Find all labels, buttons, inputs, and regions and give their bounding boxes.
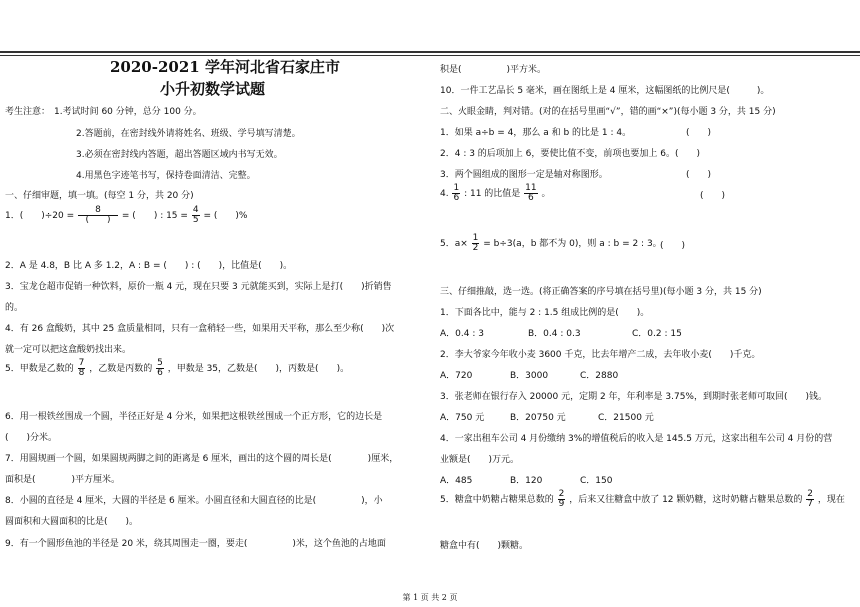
s1-question-6-line1: 6．用一根铁丝围成一个圆，半径正好是 4 分米，如果把这根铁丝围成一个正方形，它的边长是 — [5, 412, 383, 422]
s3-q1-option-c: C．0.2 : 15 — [632, 329, 682, 339]
s3-question-2: 2．李大爷家今年收小麦 3600 千克，比去年增产二成，去年收小麦( )千克。 — [440, 350, 761, 360]
s3-question-5 — [440, 490, 845, 509]
s2-q3-answer-blank: ( ) — [686, 170, 712, 180]
s2-q5-fraction — [472, 234, 480, 253]
s3-q2-option-a: A．720 — [440, 371, 473, 381]
s1-q5-part-a: 5．甲数是乙数的 — [5, 364, 74, 374]
s1-question-5 — [5, 359, 349, 378]
s3-question-3: 3．张老师在银行存入 20000 元，定期 2 年，年利率是 3.75%，到期时张老师可取回( )钱。 — [440, 392, 828, 402]
s2-q4-answer-blank: ( ) — [700, 191, 726, 201]
fraction-denominator: 7 — [807, 499, 814, 509]
notice-item-1: 1.考试时间 60 分钟，总分 100 分。 — [54, 107, 202, 117]
top-rule-thin — [0, 55, 860, 56]
fraction-numerator: 5 — [157, 358, 163, 368]
notice-item-3: 3.必须在密封线内答题，超出答题区域内书写无效。 — [76, 150, 283, 160]
s1-q5-part-b: ，乙数是丙数的 — [89, 364, 153, 374]
fraction-numerator: 4 — [192, 205, 199, 215]
s1-question-3-line2: 的。 — [5, 303, 24, 313]
s3-question-4-line2: 业额是( )万元。 — [440, 455, 520, 465]
s3-q4-option-c: C．150 — [580, 476, 613, 486]
s1-question-8-line1: 8．小圆的直径是 4 厘米，大圆的半径是 6 厘米。小圆直径和大圆直径的比是( )，小 — [5, 496, 383, 506]
fraction-numerator: 8 — [78, 206, 118, 216]
s2-q1-answer-blank: ( ) — [686, 128, 712, 138]
notice-label: 考生注意： — [5, 107, 51, 117]
s3-q1-option-b: B．0.4 : 0.3 — [528, 329, 581, 339]
s3-q5-fraction-1 — [558, 490, 566, 509]
s3-q2-option-c: C．2880 — [580, 371, 619, 381]
s1-q1-part-a: 1．( )÷20 = — [5, 211, 75, 221]
s2-q5-part-a: 5．a× — [440, 239, 468, 249]
s1-question-3-line1: 3．宝龙仓超市促销一种饮料，原价一瓶 4 元，现在只要 3 元就能买到，实际上是打( )折销售 — [5, 282, 392, 292]
s1-question-6-line2: ( )分米。 — [5, 433, 58, 443]
s3-q3-option-c: C．21500 元 — [598, 413, 654, 423]
s2-q4-part-a: 4. — [440, 189, 449, 199]
notice-item-2: 2.答题前，在密封线外请将姓名、班级、学号填写清楚。 — [76, 129, 301, 139]
s1-question-1 — [5, 206, 247, 225]
fraction-denominator: 2 — [472, 243, 479, 253]
fraction-denominator: ( ) — [85, 215, 111, 225]
s1-question-4-line1: 4．有 26 盒酸奶，其中 25 盒质量相同，只有一盒稍轻一些，如果用天平称，那么至少称( )次 — [5, 324, 395, 334]
fraction-denominator: 9 — [558, 499, 565, 509]
exam-title-line2: 小升初数学试题 — [160, 80, 266, 98]
s2-q5-answer-blank: ( ) — [660, 241, 686, 251]
section1-heading: 一、仔细审题，填一填。(每空 1 分，共 20 分) — [5, 191, 194, 201]
s3-q4-option-a: A．485 — [440, 476, 473, 486]
s1-q5-fraction-1 — [78, 359, 86, 378]
s1-q1-part-c: = ( )% — [203, 211, 248, 221]
s1-q1-fraction-1 — [78, 206, 118, 225]
exam-title-line1: 2020-2021 学年河北省石家庄市 — [110, 58, 340, 76]
s1-q5-fraction-2 — [156, 359, 164, 378]
fraction-numerator: 1 — [472, 233, 479, 243]
s1-q1-part-b: = ( ) : 15 = — [121, 211, 188, 221]
fraction-denominator: 6 — [528, 193, 534, 203]
s2-q4-fraction-2 — [524, 184, 537, 203]
s2-question-5 — [440, 234, 662, 253]
fraction-numerator: 11 — [525, 183, 537, 193]
s3-q5-fraction-2 — [806, 490, 814, 509]
s3-q5-part-b: ，后来又往糖盒中放了 12 颗奶糖，这时奶糖占糖果总数的 — [569, 495, 803, 505]
s3-q3-option-a: A．750 元 — [440, 413, 485, 423]
s1-q5-part-c: ，甲数是 35，乙数是( )，丙数是( )。 — [167, 364, 350, 374]
s3-q5-part-c: ，现在 — [817, 495, 845, 505]
s1-question-2: 2．A 是 4.8，B 比 A 多 1.2，A : B = ( ) : ( )，比值是( )。 — [5, 261, 293, 271]
s2-question-3: 3．两个圆组成的图形一定是轴对称图形。 — [440, 170, 608, 180]
fraction-denominator: 6 — [157, 368, 163, 378]
s3-question-4-line1: 4．一家出租车公司 4 月份缴纳 3%的增值税后的收入是 145.5 万元，这家出租车公司 4 月份的营 — [440, 434, 833, 444]
s2-q4-part-c: 。 — [541, 189, 551, 199]
s1-question-7-line1: 7．用圆规画一个圆，如果圆规两脚之间的距离是 6 厘米，画出的这个圆的周长是( )厘米， — [5, 454, 399, 464]
s1-question-9-line2: 积是( )平方米。 — [440, 65, 547, 75]
s1-question-8-line2: 圆面积和大圆面积的比是( )。 — [5, 517, 139, 527]
s2-question-2: 2．4 : 3 的后项加上 6，要使比值不变，前项也要加上 6。( ) — [440, 149, 700, 159]
s3-q4-option-b: B．120 — [510, 476, 543, 486]
s3-q1-option-a: A．0.4 : 3 — [440, 329, 484, 339]
page-footer: 第 1 页 共 2 页 — [402, 593, 458, 602]
notice-item-4: 4.用黑色字迹笔书写，保持卷面清洁、完整。 — [76, 171, 256, 181]
s1-question-9-line1: 9．有一个圆形鱼池的半径是 20 米，绕其周围走一圈，要走( )米，这个鱼池的占地面 — [5, 539, 386, 549]
section3-heading: 三、仔细推敲，选一选。(将正确答案的序号填在括号里)(每小题 3 分，共 15 分) — [440, 287, 762, 297]
s2-question-1: 1．如果 a÷b = 4，那么 a 和 b 的比是 1 : 4。 — [440, 128, 632, 138]
s1-q1-fraction-2 — [192, 206, 200, 225]
fraction-numerator: 7 — [78, 358, 85, 368]
s2-q4-part-b: : 11 的比值是 — [464, 189, 521, 199]
fraction-numerator: 2 — [807, 489, 814, 499]
s3-question-5-line2: 糖盒中有( )颗糖。 — [440, 541, 529, 551]
top-rule-thick — [0, 51, 860, 53]
s3-question-1: 1．下面各比中，能与 2 : 1.5 组成比例的是( )。 — [440, 308, 650, 318]
s1-question-4-line2: 就一定可以把这盒酸奶找出来。 — [5, 345, 132, 355]
section2-heading: 二、火眼金睛，判对错。(对的在括号里画“√”，错的画“×”)(每小题 3 分，共 15 分) — [440, 107, 776, 117]
s3-q2-option-b: B．3000 — [510, 371, 549, 381]
fraction-numerator: 1 — [453, 183, 460, 193]
s2-question-4 — [440, 184, 551, 203]
fraction-denominator: 8 — [78, 368, 85, 378]
fraction-denominator: 6 — [453, 193, 460, 203]
s1-question-7-line2: 面积是( )平方厘米。 — [5, 475, 121, 485]
fraction-numerator: 2 — [558, 489, 565, 499]
s2-q4-fraction-1 — [452, 184, 460, 203]
s2-q5-part-b: = b÷3(a，b 都不为 0)，则 a : b = 2 : 3。 — [483, 239, 662, 249]
s3-q5-part-a: 5．糖盒中奶糖占糖果总数的 — [440, 495, 554, 505]
s3-q3-option-b: B．20750 元 — [510, 413, 566, 423]
s1-question-10: 10．一件工艺品长 5 毫米，画在图纸上是 4 厘米，这幅图纸的比例尺是( )。 — [440, 86, 770, 96]
fraction-denominator: 5 — [192, 215, 199, 225]
